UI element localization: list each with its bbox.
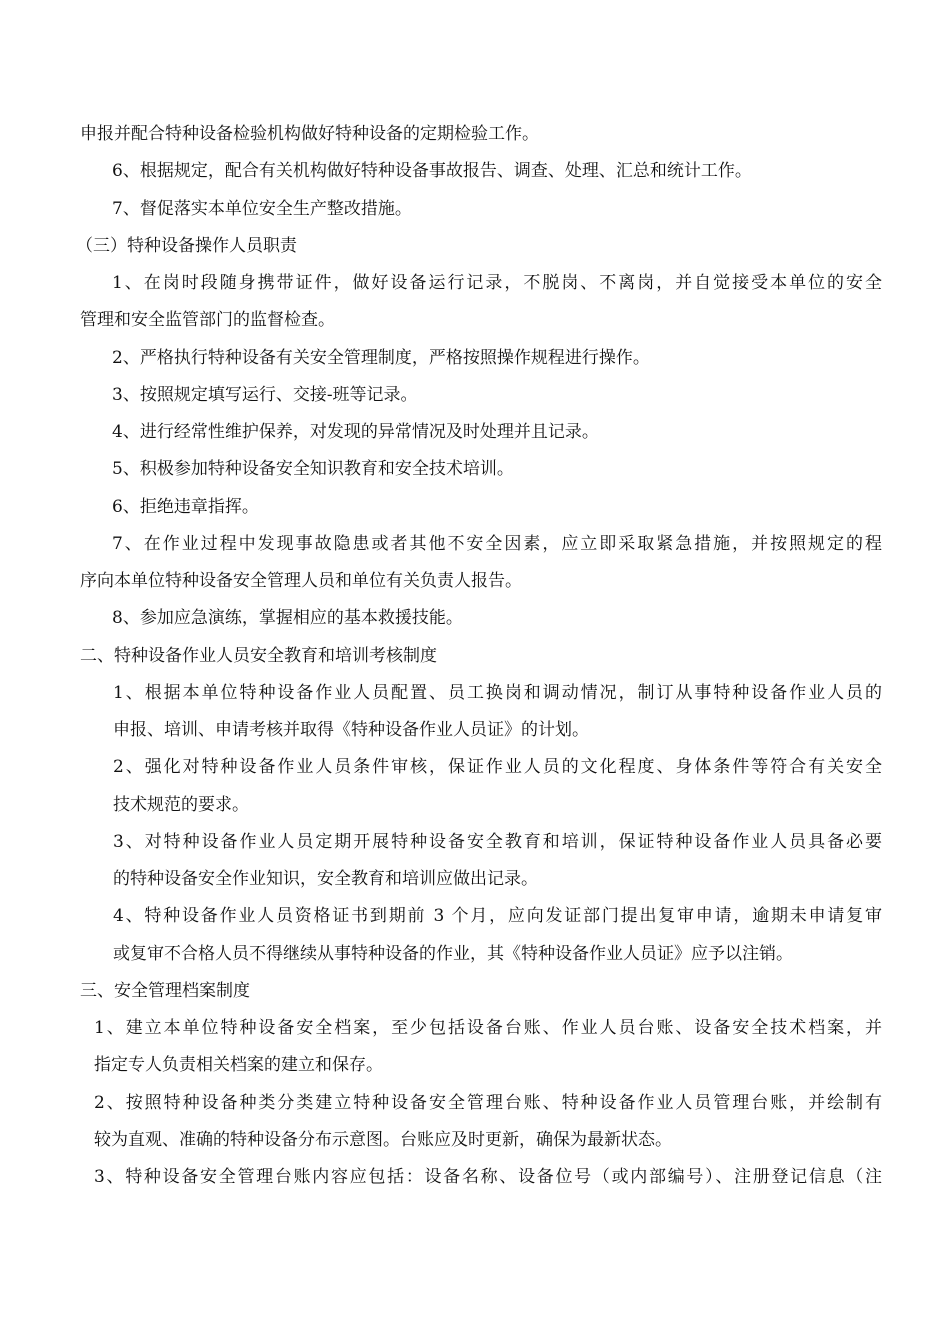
- list-item: 3、按照规定填写运行、交接-班等记录。: [112, 384, 418, 405]
- list-item: 1、在岗时段随身携带证件，做好设备运行记录，不脱岗、不离岗，并自觉接受本单位的安全: [112, 273, 882, 293]
- list-item: 1、根据本单位特种设备作业人员配置、员工换岗和调动情况，制订从事特种设备作业人员的: [113, 682, 882, 703]
- text-line: 管理和安全监管部门的监督检查。: [80, 310, 335, 331]
- list-item: 1、建立本单位特种设备安全档案，至少包括设备台账、作业人员台账、设备安全技术档案，并: [94, 1018, 882, 1038]
- text-line: 指定专人负责相关档案的建立和保存。: [94, 1055, 383, 1076]
- list-item: 6、拒绝违章指挥。: [112, 496, 259, 517]
- list-item: 2、强化对特种设备作业人员条件审核，保证作业人员的文化程度、身体条件等符合有关安全: [113, 757, 882, 778]
- text-line: 或复审不合格人员不得继续从事特种设备的作业，其《特种设备作业人员证》应予以注销。: [113, 943, 793, 964]
- text-line: 较为直观、准确的特种设备分布示意图。台账应及时更新，确保为最新状态。: [94, 1129, 672, 1150]
- list-item: 2、按照特种设备种类分类建立特种设备安全管理台账、特种设备作业人员管理台账，并绘制有: [94, 1092, 882, 1113]
- list-item: 4、进行经常性维护保养，对发现的异常情况及时处理并且记录。: [112, 422, 599, 442]
- text-line: 序向本单位特种设备安全管理人员和单位有关负责人报告。: [80, 571, 522, 591]
- section-heading: 三、安全管理档案制度: [80, 980, 250, 1001]
- document-body: [76, 116, 882, 1196]
- section-heading: 二、特种设备作业人员安全教育和培训考核制度: [80, 645, 437, 666]
- list-item: 3、对特种设备作业人员定期开展特种设备安全教育和培训，保证特种设备作业人员具备必要: [113, 831, 882, 852]
- list-item: 6、根据规定，配合有关机构做好特种设备事故报告、调查、处理、汇总和统计工作。: [112, 161, 752, 182]
- list-item: 4、特种设备作业人员资格证书到期前 3 个月，应向发证部门提出复审申请，逾期未申请复审: [113, 906, 882, 927]
- section-heading: （三）特种设备操作人员职责: [76, 235, 297, 256]
- list-item: 3、特种设备安全管理台账内容应包括：设备名称、设备位号（或内部编号）、注册登记信息（注: [94, 1167, 882, 1187]
- text-line: 申报、培训、申请考核并取得《特种设备作业人员证》的计划。: [113, 720, 589, 740]
- list-item: 5、积极参加特种设备安全知识教育和安全技术培训。: [112, 459, 514, 480]
- list-item: 7、在作业过程中发现事故隐患或者其他不安全因素，应立即采取紧急措施，并按照规定的程: [112, 533, 882, 554]
- text-line: 申报并配合特种设备检验机构做好特种设备的定期检验工作。: [80, 124, 539, 144]
- list-item: 2、严格执行特种设备有关安全管理制度，严格按照操作规程进行操作。: [112, 347, 650, 368]
- list-item: 8、参加应急演练，掌握相应的基本救援技能。: [112, 608, 463, 629]
- list-item: 7、督促落实本单位安全生产整改措施。: [112, 198, 412, 219]
- text-line: 技术规范的要求。: [113, 794, 249, 815]
- text-line: 的特种设备安全作业知识，安全教育和培训应做出记录。: [113, 869, 538, 889]
